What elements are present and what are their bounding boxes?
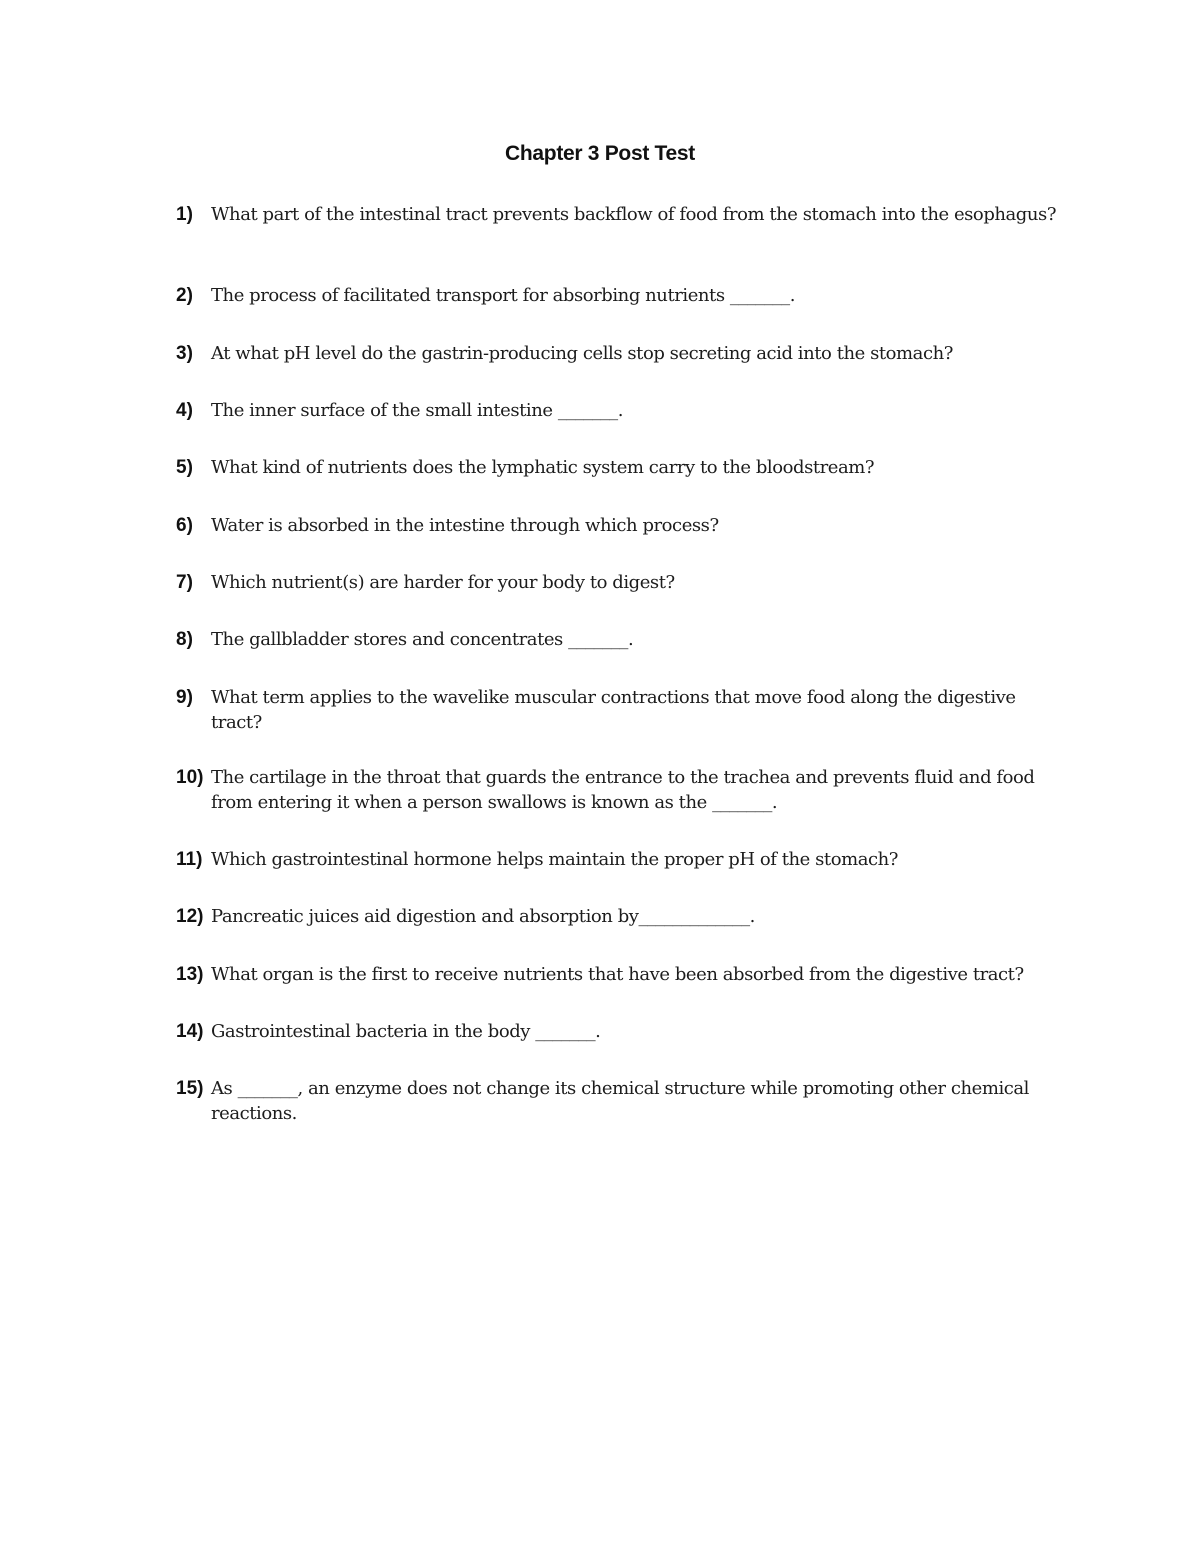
question-text: What organ is the first to receive nutrients that have been absorbed from the digestive tract? — [211, 964, 1024, 985]
question-item — [176, 847, 1066, 872]
question-text: What part of the intestinal tract prevents backflow of food from the stomach into the esophagus? — [211, 204, 1057, 225]
question-item — [176, 627, 1066, 652]
question-number: 1) — [176, 204, 193, 225]
question-text: Which gastrointestinal hormone helps maintain the proper pH of the stomach? — [211, 849, 898, 870]
question-text: At what pH level do the gastrin-producing cells stop secreting acid into the stomach? — [211, 343, 953, 364]
question-number: 6) — [176, 515, 193, 536]
question-number: 13) — [176, 964, 204, 985]
question-number: 8) — [176, 629, 193, 650]
question-text: Which nutrient(s) are harder for your body to digest? — [211, 572, 675, 593]
question-item — [176, 283, 1066, 308]
question-item — [176, 202, 1066, 227]
question-text: Water is absorbed in the intestine through which process? — [211, 515, 719, 536]
question-number: 4) — [176, 400, 193, 421]
question-item — [176, 455, 1066, 480]
question-number: 15) — [176, 1078, 204, 1099]
question-item — [176, 341, 1066, 366]
question-item — [176, 685, 1066, 735]
page-title: Chapter 3 Post Test — [505, 142, 695, 165]
question-number: 7) — [176, 572, 193, 593]
question-number: 10) — [176, 767, 204, 788]
question-item — [176, 1076, 1066, 1126]
question-text: As _______, an enzyme does not change its chemical structure while promoting other chemical reactions. — [211, 1078, 1029, 1124]
question-text: The inner surface of the small intestine _______. — [211, 400, 623, 421]
question-item — [176, 398, 1066, 423]
question-number: 3) — [176, 343, 193, 364]
question-number: 12) — [176, 906, 204, 927]
question-text: The process of facilitated transport for absorbing nutrients _______. — [211, 285, 796, 306]
question-text: The cartilage in the throat that guards the entrance to the trachea and prevents fluid and food from entering it when a person swallows is known as the _______. — [211, 767, 1035, 813]
question-text: What kind of nutrients does the lymphatic system carry to the bloodstream? — [211, 457, 875, 478]
question-text: The gallbladder stores and concentrates _______. — [211, 629, 634, 650]
question-item — [176, 1019, 1066, 1044]
question-text: Pancreatic juices aid digestion and absorption by_____________. — [211, 906, 755, 927]
question-item — [176, 513, 1066, 538]
question-number: 5) — [176, 457, 193, 478]
question-number: 11) — [176, 849, 203, 870]
question-item — [176, 570, 1066, 595]
question-text: What term applies to the wavelike muscular contractions that move food along the digestive tract? — [211, 687, 1016, 733]
question-item — [176, 904, 1066, 929]
question-item — [176, 962, 1066, 987]
question-item — [176, 765, 1066, 815]
question-number: 2) — [176, 285, 193, 306]
question-number: 9) — [176, 687, 193, 708]
question-number: 14) — [176, 1021, 204, 1042]
question-text: Gastrointestinal bacteria in the body _______. — [211, 1021, 601, 1042]
